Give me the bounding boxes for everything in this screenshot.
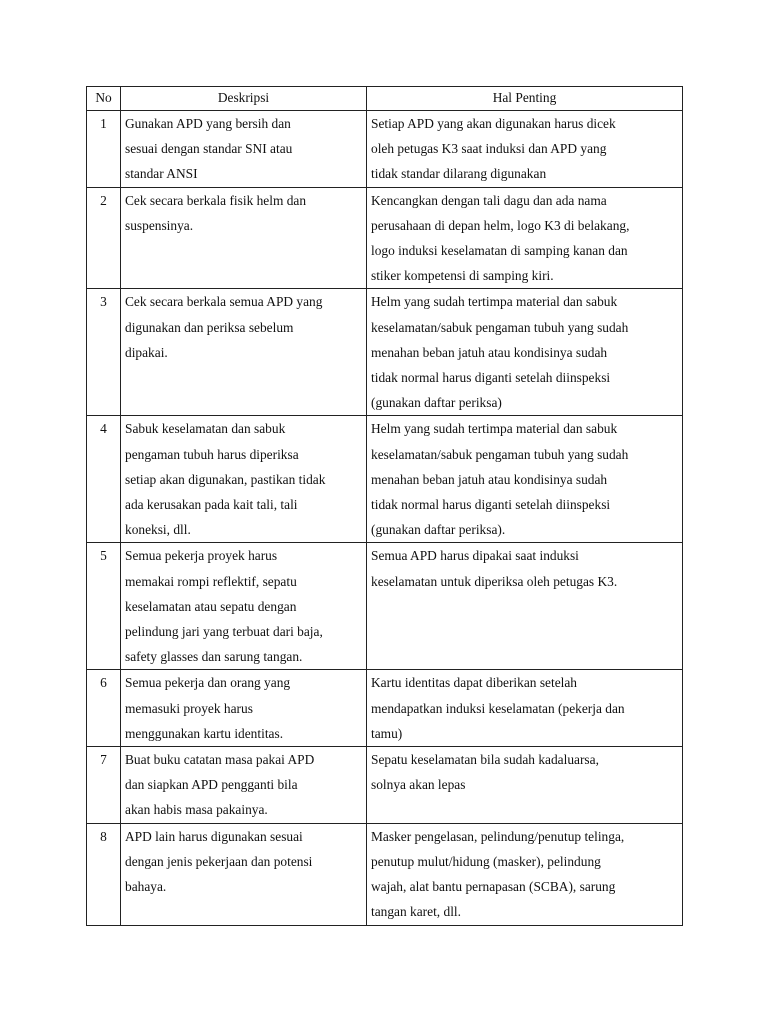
hal-penting-line: perusahaan di depan helm, logo K3 di belakang, (371, 217, 630, 233)
row-number: 6 (87, 670, 121, 747)
hal-penting-line: solnya akan lepas (371, 777, 466, 793)
hal-penting-line: (gunakan daftar periksa). (371, 522, 506, 538)
deskripsi-line: koneksi, dll. (125, 522, 191, 538)
hal-penting-line: Masker pengelasan, pelindung/penutup telinga, (371, 828, 625, 844)
apd-table (86, 86, 683, 926)
table-row (87, 111, 683, 188)
hal-penting-line: tidak standar dilarang digunakan (371, 166, 547, 182)
deskripsi-line: memakai rompi reflektif, sepatu (125, 573, 297, 589)
deskripsi-line: Semua pekerja dan orang yang (125, 675, 291, 691)
deskripsi-line: akan habis masa pakainya. (125, 802, 268, 818)
hal-penting-line: oleh petugas K3 saat induksi dan APD yang (371, 141, 607, 157)
hal-penting-line: keselamatan/sabuk pengaman tubuh yang sudah (371, 446, 629, 462)
hal-penting-line: menahan beban jatuh atau kondisinya sudah (371, 344, 608, 360)
table-header-row (87, 87, 683, 111)
hal-penting-line: tidak normal harus diganti setelah diinspeksi (371, 497, 611, 513)
deskripsi-line: dengan jenis pekerjaan dan potensi (125, 853, 313, 869)
hal-penting-line: menahan beban jatuh atau kondisinya sudah (371, 471, 608, 487)
deskripsi-line: Cek secara berkala fisik helm dan (125, 192, 307, 208)
table-row (87, 670, 683, 747)
deskripsi-line: sesuai dengan standar SNI atau (125, 141, 293, 157)
deskripsi-cell (121, 416, 367, 543)
deskripsi-cell (121, 543, 367, 670)
hal-penting-cell (367, 823, 683, 925)
deskripsi-line: suspensinya. (125, 217, 194, 233)
deskripsi-line: memasuki proyek harus (125, 700, 253, 716)
hal-penting-line: keselamatan/sabuk pengaman tubuh yang sudah (371, 319, 629, 335)
hal-penting-line: tamu) (371, 725, 403, 741)
hal-penting-cell (367, 416, 683, 543)
hal-penting-line: Semua APD harus dipakai saat induksi (371, 548, 579, 564)
hal-penting-line: Setiap APD yang akan digunakan harus dicek (371, 116, 616, 131)
table-row (87, 543, 683, 670)
hal-penting-cell (367, 747, 683, 824)
hal-penting-cell (367, 543, 683, 670)
deskripsi-cell (121, 823, 367, 925)
row-number: 7 (87, 747, 121, 824)
deskripsi-line: Buat buku catatan masa pakai APD (125, 752, 315, 768)
deskripsi-line: Semua pekerja proyek harus (125, 548, 278, 564)
table-row (87, 823, 683, 925)
hal-penting-line: tidak normal harus diganti setelah diinspeksi (371, 370, 611, 386)
deskripsi-cell (121, 670, 367, 747)
deskripsi-line: dan siapkan APD pengganti bila (125, 777, 298, 793)
deskripsi-line: APD lain harus digunakan sesuai (125, 828, 303, 844)
hal-penting-line: penutup mulut/hidung (masker), pelindung (371, 853, 601, 869)
hal-penting-line: Helm yang sudah tertimpa material dan sabuk (371, 421, 618, 437)
hal-penting-line: Kencangkan dengan tali dagu dan ada nama (371, 192, 607, 208)
hal-penting-line: Helm yang sudah tertimpa material dan sabuk (371, 294, 618, 310)
hal-penting-line: stiker kompetensi di samping kiri. (371, 268, 554, 284)
deskripsi-line: menggunakan kartu identitas. (125, 725, 284, 741)
row-number: 5 (87, 543, 121, 670)
table-row (87, 747, 683, 824)
table-row (87, 187, 683, 289)
row-number: 1 (87, 111, 121, 188)
hal-penting-line: Sepatu keselamatan bila sudah kadaluarsa, (371, 752, 599, 768)
table-body (87, 111, 683, 926)
table-row (87, 289, 683, 416)
row-number: 8 (87, 823, 121, 925)
hal-penting-line: tangan karet, dll. (371, 904, 461, 920)
row-number: 2 (87, 187, 121, 289)
hal-penting-line: logo induksi keselamatan di samping kanan dan (371, 243, 628, 259)
hal-penting-cell (367, 187, 683, 289)
hal-penting-line: mendapatkan induksi keselamatan (pekerja dan (371, 700, 625, 716)
deskripsi-line: digunakan dan periksa sebelum (125, 319, 294, 335)
deskripsi-cell (121, 289, 367, 416)
hal-penting-line: keselamatan untuk diperiksa oleh petugas K3. (371, 573, 618, 589)
row-number: 3 (87, 289, 121, 416)
hal-penting-cell (367, 111, 683, 188)
deskripsi-line: keselamatan atau sepatu dengan (125, 598, 297, 614)
deskripsi-line: dipakai. (125, 344, 168, 360)
hal-penting-line: wajah, alat bantu pernapasan (SCBA), sarung (371, 879, 616, 895)
header-deskripsi: Deskripsi (121, 87, 367, 111)
deskripsi-line: bahaya. (125, 879, 167, 895)
deskripsi-line: setiap akan digunakan, pastikan tidak (125, 471, 326, 487)
deskripsi-line: Gunakan APD yang bersih dan (125, 116, 291, 131)
header-hal-penting: Hal Penting (367, 87, 683, 111)
deskripsi-cell (121, 747, 367, 824)
header-no: No (87, 87, 121, 111)
hal-penting-cell (367, 289, 683, 416)
deskripsi-cell (121, 111, 367, 188)
deskripsi-line: pelindung jari yang terbuat dari baja, (125, 624, 323, 640)
hal-penting-line: (gunakan daftar periksa) (371, 395, 502, 411)
deskripsi-line: ada kerusakan pada kait tali, tali (125, 497, 298, 513)
hal-penting-line: Kartu identitas dapat diberikan setelah (371, 675, 577, 691)
table-row (87, 416, 683, 543)
deskripsi-cell (121, 187, 367, 289)
hal-penting-cell (367, 670, 683, 747)
deskripsi-line: safety glasses dan sarung tangan. (125, 649, 303, 665)
row-number: 4 (87, 416, 121, 543)
deskripsi-line: Cek secara berkala semua APD yang (125, 294, 323, 310)
deskripsi-line: pengaman tubuh harus diperiksa (125, 446, 299, 462)
deskripsi-line: Sabuk keselamatan dan sabuk (125, 421, 286, 437)
deskripsi-line: standar ANSI (125, 166, 198, 182)
